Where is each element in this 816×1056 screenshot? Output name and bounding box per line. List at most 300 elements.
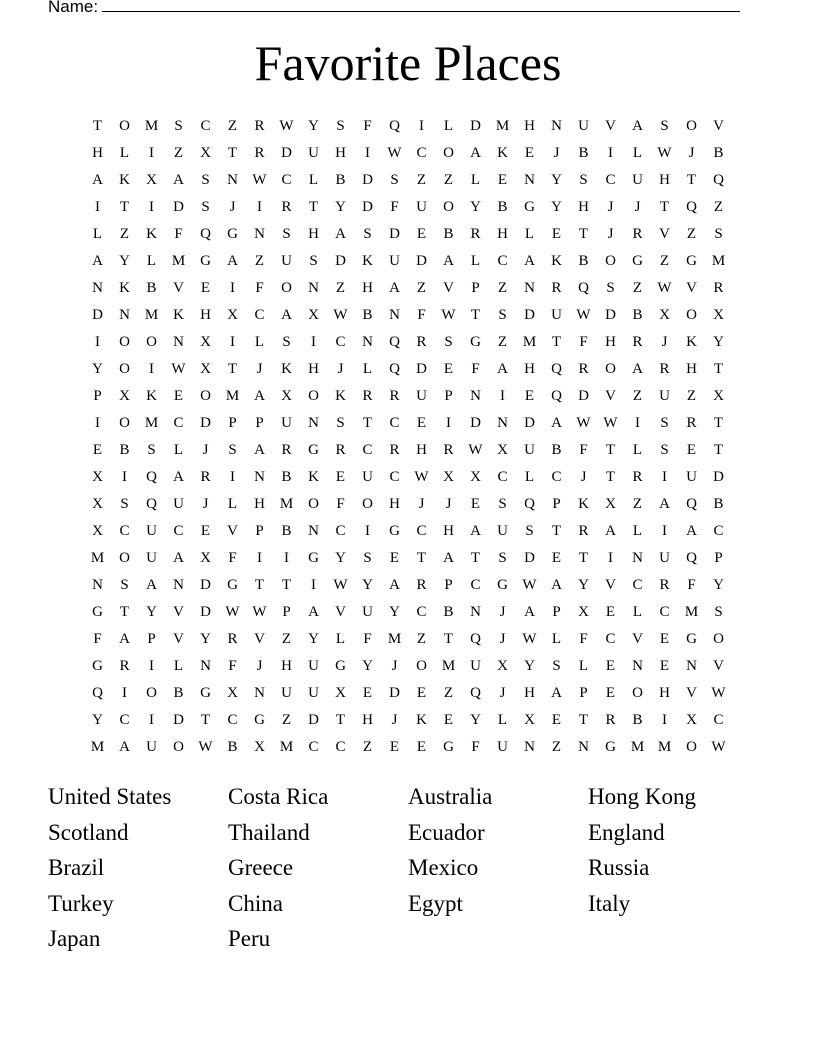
grid-letter: P [444,577,453,593]
grid-letter: A [227,253,238,269]
grid-letter: S [363,226,372,242]
grid-letter: H [686,361,697,377]
grid-letter: J [202,496,209,512]
grid-letter: X [686,712,697,728]
grid-letter: M [657,739,672,755]
grid-letter: J [499,604,506,620]
grid-letter: H [308,361,319,377]
grid-letter: H [389,496,400,512]
grid-letter: D [524,307,535,323]
grid-row [84,491,732,518]
grid-letter: C [119,523,130,539]
name-label: Name: [48,0,99,16]
grid-letter: U [686,469,697,485]
grid-letter: U [578,118,589,134]
grid-letter: A [119,739,130,755]
grid-letter: A [173,172,184,188]
grid-letter: L [551,631,562,647]
grid-letter: K [173,307,184,323]
grid-letter: D [200,415,211,431]
grid-row [84,464,732,491]
grid-letter: O [119,415,130,431]
grid-letter: C [713,523,724,539]
grid-letter: X [578,604,589,620]
grid-letter: J [607,199,614,215]
grid-letter: M [279,739,294,755]
grid-letter: E [524,145,535,161]
grid-letter: P [714,550,723,566]
grid-letter: S [201,172,210,188]
grid-letter: I [122,469,127,485]
grid-letter: S [498,496,507,512]
grid-letter: E [605,604,616,620]
grid-letter: D [173,199,184,215]
grid-letter: H [308,226,319,242]
grid-letter: R [254,145,265,161]
grid-letter: E [551,550,562,566]
grid-letter: L [362,361,373,377]
grid-letter: I [230,469,235,485]
grid-letter: C [335,739,346,755]
grid-letter: H [443,523,454,539]
grid-letter: K [686,334,697,350]
grid-letter: J [580,469,587,485]
grid-letter: E [497,172,508,188]
grid-letter: D [362,199,373,215]
grid-letter: L [470,172,481,188]
grid-letter: U [416,388,427,404]
grid-letter: R [578,523,589,539]
grid-letter: I [95,415,100,431]
grid-letter: A [551,577,562,593]
grid-letter: Q [470,631,481,647]
grid-letter: I [149,145,154,161]
grid-letter: R [119,658,130,674]
grid-letter: I [608,145,613,161]
grid-row [84,599,732,626]
word-bank-item: Scotland [48,819,129,845]
grid-letter: Y [92,361,103,377]
grid-letter: N [578,739,589,755]
grid-letter: N [200,658,211,674]
word-bank-item: Italy [588,890,631,916]
grid-row [84,383,732,410]
grid-row [84,302,732,329]
grid-letter: U [308,685,319,701]
grid-letter: O [308,496,319,512]
grid-letter: H [659,172,670,188]
grid-letter: E [443,361,454,377]
grid-row [84,329,732,356]
grid-letter: X [92,523,103,539]
grid-letter: Y [470,712,481,728]
grid-letter: S [660,415,669,431]
grid-row [84,194,732,221]
grid-letter: W [387,145,402,161]
grid-letter: Y [200,631,211,647]
word-bank-item: Russia [588,855,650,881]
grid-letter: S [714,604,723,620]
grid-letter: U [659,550,670,566]
grid-letter: N [254,469,265,485]
grid-letter: L [254,334,265,350]
grid-letter: D [416,361,427,377]
grid-letter: M [144,307,159,323]
grid-letter: K [119,172,130,188]
grid-letter: I [230,334,235,350]
grid-letter: N [227,172,238,188]
grid-letter: Q [686,496,697,512]
grid-letter: B [578,145,589,161]
grid-row [84,221,732,248]
grid-letter: W [252,604,267,620]
grid-row [84,626,732,653]
grid-letter: F [579,334,588,350]
grid-letter: U [551,307,562,323]
grid-letter: Q [470,685,481,701]
grid-letter: K [551,253,562,269]
grid-letter: I [149,712,154,728]
word-bank-item: Japan [48,926,101,952]
grid-letter: L [92,226,103,242]
grid-row [84,545,732,572]
grid-letter: E [200,280,211,296]
grid-letter: F [471,361,480,377]
grid-letter: A [389,577,400,593]
grid-letter: X [227,685,238,701]
grid-letter: V [335,604,346,620]
grid-letter: O [119,361,130,377]
grid-letter: C [173,523,184,539]
grid-letter: I [149,658,154,674]
grid-letter: S [363,550,372,566]
grid-letter: N [92,280,103,296]
grid-letter: X [200,550,211,566]
grid-letter: E [605,685,616,701]
grid-letter: L [524,469,535,485]
grid-letter: I [608,550,613,566]
grid-letter: T [470,307,481,323]
grid-letter: R [632,469,643,485]
grid-letter: N [389,307,400,323]
grid-letter: D [470,118,481,134]
grid-letter: E [659,658,670,674]
grid-letter: Z [632,280,643,296]
grid-letter: B [362,307,373,323]
grid-letter: E [659,631,670,647]
grid-letter: T [605,469,616,485]
grid-letter: C [416,604,427,620]
word-bank-item: China [228,890,283,916]
grid-letter: C [254,307,265,323]
grid-letter: R [200,469,211,485]
grid-letter: I [149,361,154,377]
grid-letter: X [470,469,481,485]
grid-letter: W [657,145,672,161]
grid-letter: K [281,361,292,377]
grid-letter: I [446,415,451,431]
grid-letter: M [171,253,186,269]
word-bank-item: United States [48,784,172,809]
grid-letter: S [498,307,507,323]
grid-letter: Q [551,388,562,404]
grid-letter: E [551,712,562,728]
grid-letter: V [227,523,238,539]
grid-letter: G [92,604,103,620]
grid-letter: Q [686,199,697,215]
grid-row [84,653,732,680]
grid-letter: A [632,361,643,377]
grid-letter: L [173,658,184,674]
grid-letter: F [363,118,372,134]
grid-letter: E [686,442,697,458]
letter-grid [84,113,732,761]
grid-letter: G [443,739,454,755]
grid-letter: Z [713,199,724,215]
grid-letter: B [713,145,724,161]
grid-letter: F [687,577,696,593]
grid-letter: V [605,118,616,134]
grid-letter: G [200,253,211,269]
grid-letter: C [605,631,616,647]
grid-letter: B [281,523,292,539]
grid-letter: R [659,577,670,593]
grid-row [84,113,732,140]
grid-letter: S [174,118,183,134]
grid-letter: T [416,550,427,566]
grid-letter: T [713,415,724,431]
grid-letter: E [416,739,427,755]
grid-letter: B [578,253,589,269]
grid-letter: G [92,658,103,674]
grid-letter: X [497,658,508,674]
grid-letter: M [279,496,294,512]
grid-letter: T [713,442,724,458]
grid-letter: W [414,469,429,485]
grid-letter: A [119,631,130,647]
grid-letter: F [417,307,426,323]
grid-letter: D [92,307,103,323]
grid-letter: E [416,685,427,701]
grid-letter: T [713,361,724,377]
grid-letter: C [605,172,616,188]
grid-letter: R [227,631,238,647]
grid-letter: D [200,577,211,593]
grid-letter: J [337,361,344,377]
grid-letter: E [416,226,427,242]
grid-letter: J [418,496,425,512]
grid-letter: N [470,604,481,620]
grid-letter: G [254,712,265,728]
grid-letter: T [254,577,265,593]
grid-letter: C [497,253,508,269]
grid-letter: G [227,226,238,242]
grid-letter: Z [173,145,184,161]
grid-letter: S [660,442,669,458]
grid-letter: S [606,280,615,296]
grid-letter: X [713,388,724,404]
grid-letter: U [281,685,292,701]
grid-letter: U [146,550,157,566]
grid-letter: R [389,388,400,404]
grid-letter: X [200,361,211,377]
grid-letter: Z [632,496,643,512]
grid-letter: A [605,523,616,539]
grid-letter: B [551,442,562,458]
grid-letter: Q [686,550,697,566]
grid-letter: Q [200,226,211,242]
grid-letter: A [254,388,265,404]
word-bank-item: Ecuador [408,819,485,845]
grid-letter: A [632,118,643,134]
grid-letter: T [119,199,130,215]
grid-letter: H [281,658,292,674]
grid-letter: R [686,415,697,431]
grid-letter: T [551,523,562,539]
grid-letter: D [470,415,481,431]
grid-letter: F [579,442,588,458]
grid-letter: P [147,631,156,647]
grid-letter: D [200,604,211,620]
grid-letter: F [390,199,399,215]
grid-letter: V [605,577,616,593]
grid-letter: X [200,334,211,350]
grid-letter: J [634,199,641,215]
grid-letter: L [443,118,454,134]
grid-letter: O [119,118,130,134]
grid-letter: O [443,145,454,161]
grid-letter: U [497,523,508,539]
grid-letter: T [578,226,589,242]
grid-letter: P [552,604,561,620]
grid-letter: Z [254,253,265,269]
grid-letter: X [308,307,319,323]
grid-letter: N [308,415,319,431]
grid-letter: U [416,199,427,215]
grid-letter: M [495,118,510,134]
grid-letter: H [92,145,103,161]
grid-letter: C [362,442,373,458]
grid-letter: N [524,280,535,296]
grid-letter: I [635,415,640,431]
word-bank-item: Peru [228,926,271,952]
grid-letter: E [200,523,211,539]
grid-letter: I [311,334,316,350]
grid-letter: M [711,253,726,269]
grid-letter: G [686,253,697,269]
word-bank-item: Thailand [228,819,310,845]
grid-letter: B [119,442,130,458]
grid-letter: T [551,334,562,350]
grid-letter: W [576,415,591,431]
grid-letter: T [578,712,589,728]
grid-letter: V [173,604,184,620]
grid-letter: F [255,280,264,296]
grid-letter: G [686,631,697,647]
grid-letter: U [524,442,535,458]
grid-letter: U [281,415,292,431]
grid-letter: K [416,712,427,728]
grid-letter: A [551,415,562,431]
grid-letter: R [389,442,400,458]
grid-letter: L [497,712,508,728]
grid-letter: T [308,199,319,215]
grid-letter: R [632,334,643,350]
grid-letter: D [713,469,724,485]
grid-letter: J [553,145,560,161]
grid-letter: I [662,469,667,485]
grid-letter: S [579,172,588,188]
grid-letter: C [389,415,400,431]
grid-letter: X [146,172,157,188]
grid-letter: N [524,172,535,188]
grid-row [84,437,732,464]
grid-letter: P [228,415,237,431]
grid-letter: Z [227,118,238,134]
grid-letter: R [713,280,724,296]
grid-letter: E [524,388,535,404]
grid-letter: S [444,334,453,350]
grid-letter: S [120,577,129,593]
grid-letter: G [227,577,238,593]
grid-letter: K [146,388,157,404]
grid-letter: E [389,550,400,566]
grid-letter: K [146,226,157,242]
grid-letter: Y [578,577,589,593]
word-bank-item: England [588,819,665,845]
grid-letter: I [419,118,424,134]
grid-letter: P [471,280,480,296]
grid-letter: I [365,145,370,161]
grid-letter: X [713,307,724,323]
grid-letter: S [660,118,669,134]
grid-letter: Q [389,118,400,134]
grid-letter: W [252,172,267,188]
grid-letter: M [522,334,537,350]
grid-letter: M [630,739,645,755]
grid-letter: N [632,550,643,566]
grid-letter: N [119,307,130,323]
grid-letter: J [229,199,236,215]
grid-letter: V [713,658,724,674]
grid-letter: R [443,442,454,458]
grid-letter: W [576,307,591,323]
grid-row [84,140,732,167]
grid-letter: U [146,523,157,539]
grid-letter: L [146,253,157,269]
grid-letter: W [711,739,726,755]
grid-letter: R [632,226,643,242]
grid-letter: T [200,712,211,728]
grid-letter: Z [497,334,508,350]
name-underline [102,0,740,12]
grid-letter: L [173,442,184,458]
grid-letter: P [255,415,264,431]
grid-letter: H [659,685,670,701]
grid-letter: W [198,739,213,755]
grid-letter: E [416,415,427,431]
grid-letter: J [202,442,209,458]
grid-letter: M [387,631,402,647]
grid-letter: L [632,523,643,539]
grid-letter: O [173,739,184,755]
grid-letter: X [443,469,454,485]
grid-letter: V [713,118,724,134]
grid-letter: D [173,712,184,728]
grid-letter: R [551,280,562,296]
grid-letter: C [227,712,238,728]
grid-letter: L [524,226,535,242]
